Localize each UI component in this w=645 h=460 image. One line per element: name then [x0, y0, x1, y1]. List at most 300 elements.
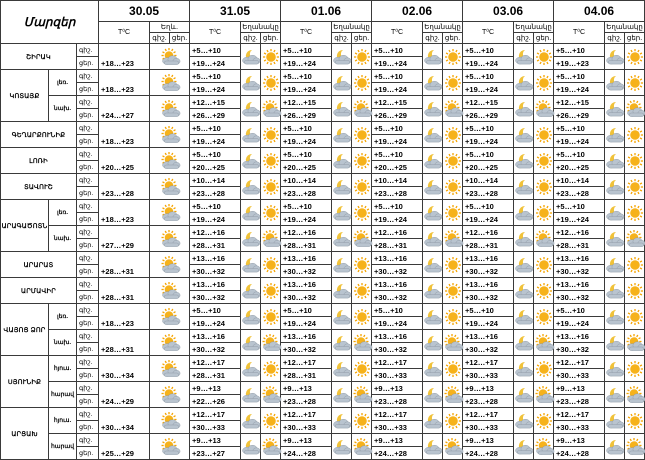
night-temperature: +5…+10 [463, 148, 514, 161]
night-temperature: +12…+17 [281, 408, 332, 421]
partly-cloudy-night-icon [606, 308, 624, 326]
day-temperature: +19…+24 [281, 57, 332, 70]
partly-cloudy-night-icon [605, 96, 625, 122]
night-temperature: +12…+17 [463, 356, 514, 369]
subregion-name: հարավ [49, 382, 77, 408]
sunny-icon [443, 356, 463, 382]
partly-cloudy-icon [150, 200, 190, 226]
table-row [1, 356, 645, 369]
table-row [1, 174, 645, 187]
day-temperature: +19…+24 [190, 83, 241, 96]
sunny-icon [262, 126, 280, 144]
partly-cloudy-night-icon [333, 152, 351, 170]
weather-column-header: Եղանակը [606, 23, 643, 31]
date-header: 30.05 [99, 1, 190, 22]
temp-column-header: T⁰C [372, 22, 423, 44]
partly-cloudy-night-icon [332, 148, 352, 174]
region-name: ԼՈՌԻ [1, 148, 77, 174]
day-temperature: +28…+31 [554, 239, 605, 252]
sunny-icon [261, 356, 281, 382]
day-temperature: +19…+24 [372, 83, 423, 96]
temperature-value: +30…+34 [99, 408, 150, 434]
day-temperature: +30…+32 [463, 265, 514, 278]
temperature-value: +20…+25 [99, 148, 150, 174]
sunny-icon [535, 412, 553, 430]
partly-cloudy-night-icon [514, 278, 534, 304]
night-temperature: +5…+10 [463, 200, 514, 213]
partly-cloudy-night-icon [333, 100, 351, 118]
partly-cloudy-icon [534, 226, 554, 252]
night-temperature: +5…+10 [554, 122, 605, 135]
partly-cloudy-icon [626, 386, 644, 404]
region-name: ԱՐՑԱԽ [1, 408, 49, 460]
sunny-icon [262, 178, 280, 196]
night-temperature: +5…+10 [281, 122, 332, 135]
night-label: գիշ. [77, 70, 99, 83]
partly-cloudy-night-icon [241, 44, 261, 70]
night-temperature: +13…+16 [190, 252, 241, 265]
partly-cloudy-night-icon [423, 44, 443, 70]
partly-cloudy-night-icon [515, 126, 533, 144]
partly-cloudy-night-icon [242, 282, 260, 300]
night-temperature: +5…+10 [372, 122, 423, 135]
partly-cloudy-icon [626, 100, 644, 118]
temperature-value: +24…+29 [99, 382, 150, 408]
day-temperature: +26…+29 [190, 109, 241, 122]
sunny-icon [353, 256, 371, 274]
day-temperature: +19…+24 [463, 135, 514, 148]
sunny-icon [262, 282, 280, 300]
night-temperature: +5…+10 [463, 304, 514, 317]
sunny-icon [535, 204, 553, 222]
night-label: գիշ. [77, 174, 99, 187]
sunny-icon [444, 204, 462, 222]
night-label: գիշ. [77, 408, 99, 421]
partly-cloudy-night-icon [515, 308, 533, 326]
subregion-name: նախ. [49, 330, 77, 356]
partly-cloudy-icon [161, 438, 179, 456]
partly-cloudy-night-icon [241, 330, 261, 356]
partly-cloudy-night-icon [333, 48, 351, 66]
sunny-icon [443, 200, 463, 226]
temperature-value: +23…+28 [99, 174, 150, 200]
sunny-icon [261, 44, 281, 70]
sunny-icon [261, 122, 281, 148]
sunny-icon [443, 174, 463, 200]
partly-cloudy-night-icon [424, 386, 442, 404]
temp-column-header: T⁰C [99, 22, 150, 44]
sunny-icon [353, 126, 371, 144]
partly-cloudy-night-icon [423, 174, 443, 200]
partly-cloudy-night-icon [424, 126, 442, 144]
sunny-icon [625, 122, 645, 148]
weather-column-header: Եղև. [150, 22, 190, 33]
day-label: ցեր. [77, 161, 99, 174]
partly-cloudy-night-icon [606, 48, 624, 66]
region-name: ԱՐԱԳԱԾՈՏՆ [1, 200, 49, 252]
sunny-icon [625, 304, 645, 330]
partly-cloudy-night-icon [606, 178, 624, 196]
partly-cloudy-night-icon [606, 360, 624, 378]
partly-cloudy-icon [262, 100, 280, 118]
day-temperature: +20…+25 [190, 161, 241, 174]
night-temperature: +12…+15 [372, 96, 423, 109]
temperature-value: +18…+23 [99, 122, 150, 148]
sunny-icon [535, 74, 553, 92]
sunny-icon [262, 74, 280, 92]
partly-cloudy-icon [353, 386, 371, 404]
partly-cloudy-icon [150, 70, 190, 96]
partly-cloudy-icon [150, 330, 190, 356]
sunny-icon [626, 308, 644, 326]
sunny-icon [626, 178, 644, 196]
table-row [1, 44, 645, 57]
day-temperature: +19…+24 [372, 135, 423, 148]
sunny-icon [352, 70, 372, 96]
partly-cloudy-night-icon [424, 308, 442, 326]
night-temperature: +5…+10 [372, 44, 423, 57]
night-temperature: +9…+13 [463, 382, 514, 395]
region-name: ԿՈՏԱՅՔ [1, 70, 49, 122]
night-label: գիշ. [77, 278, 99, 291]
sunny-icon [534, 200, 554, 226]
night-label: գիշ. [77, 434, 99, 447]
sunny-icon [625, 356, 645, 382]
day-label: ցեր. [77, 135, 99, 148]
night-temperature: +13…+16 [554, 330, 605, 343]
sunny-icon [625, 200, 645, 226]
night-label: գիշ. [77, 122, 99, 135]
partly-cloudy-night-icon [515, 178, 533, 196]
night-temperature: +5…+10 [463, 44, 514, 57]
sunny-icon [262, 256, 280, 274]
partly-cloudy-night-icon [332, 356, 352, 382]
temperature-value: +27…+29 [99, 226, 150, 252]
night-temperature: +12…+15 [554, 96, 605, 109]
partly-cloudy-night-icon [605, 44, 625, 70]
night-temperature: +5…+10 [190, 200, 241, 213]
partly-cloudy-night-icon [606, 386, 624, 404]
night-temperature: +5…+10 [281, 70, 332, 83]
day-temperature: +19…+24 [190, 213, 241, 226]
day-temperature: +30…+32 [190, 343, 241, 356]
partly-cloudy-night-icon [605, 434, 625, 460]
partly-cloudy-night-icon [605, 382, 625, 408]
day-label: ցեր. [77, 369, 99, 382]
partly-cloudy-icon [534, 382, 554, 408]
partly-cloudy-icon [161, 74, 179, 92]
partly-cloudy-night-icon [241, 148, 261, 174]
sunny-icon [534, 278, 554, 304]
sunny-icon [534, 174, 554, 200]
day-label: ցեր. [77, 343, 99, 356]
partly-cloudy-night-icon [423, 200, 443, 226]
temperature-value: +28…+31 [99, 252, 150, 278]
partly-cloudy-icon [150, 356, 190, 382]
weather-column-header: Եղանակը [424, 23, 461, 31]
partly-cloudy-night-icon [242, 256, 260, 274]
partly-cloudy-icon [625, 434, 645, 460]
day-temperature: +23…+27 [190, 447, 241, 460]
partly-cloudy-night-icon [333, 256, 351, 274]
day-label: ցեր. [77, 57, 99, 70]
partly-cloudy-night-icon [605, 278, 625, 304]
day-label: ցեր. [77, 83, 99, 96]
partly-cloudy-night-icon [606, 412, 624, 430]
day-temperature: +19…+24 [554, 83, 605, 96]
partly-cloudy-icon [150, 382, 190, 408]
day-temperature: +23…+28 [463, 395, 514, 408]
night-label: գիշ. [77, 148, 99, 161]
region-name: ՎԱՅՈՑ ՁՈՐ [1, 304, 49, 356]
day-column-header: ցեր. [170, 33, 190, 44]
subregion-name: նախ. [49, 96, 77, 122]
sunny-icon [352, 174, 372, 200]
partly-cloudy-night-icon [606, 74, 624, 92]
partly-cloudy-night-icon [241, 304, 261, 330]
partly-cloudy-icon [444, 100, 462, 118]
night-temperature: +5…+10 [554, 44, 605, 57]
sunny-icon [261, 200, 281, 226]
sunny-icon [535, 282, 553, 300]
partly-cloudy-night-icon [423, 304, 443, 330]
partly-cloudy-night-icon [242, 334, 260, 352]
partly-cloudy-night-icon [242, 178, 260, 196]
table-row [1, 148, 645, 161]
day-temperature: +28…+31 [190, 239, 241, 252]
subregion-name: լեռ. [49, 200, 77, 226]
day-temperature: +30…+33 [554, 421, 605, 434]
day-temperature: +30…+32 [554, 265, 605, 278]
partly-cloudy-icon [443, 382, 463, 408]
sunny-icon [625, 44, 645, 70]
sunny-icon [443, 122, 463, 148]
partly-cloudy-night-icon [332, 304, 352, 330]
partly-cloudy-icon [161, 48, 179, 66]
sunny-icon [353, 412, 371, 430]
table-row [1, 122, 645, 135]
day-temperature: +19…+24 [554, 213, 605, 226]
partly-cloudy-icon [353, 438, 371, 456]
partly-cloudy-night-icon [514, 226, 534, 252]
partly-cloudy-icon [444, 230, 462, 248]
day-label: ցեր. [77, 447, 99, 460]
table-row [1, 70, 645, 83]
night-temperature: +13…+16 [190, 330, 241, 343]
night-temperature: +12…+15 [463, 96, 514, 109]
day-temperature: +19…+24 [190, 135, 241, 148]
night-column-header: գիշ. [514, 33, 534, 44]
night-temperature: +9…+13 [554, 382, 605, 395]
day-temperature: +19…+24 [281, 317, 332, 330]
partly-cloudy-night-icon [423, 252, 443, 278]
sunny-icon [353, 74, 371, 92]
night-temperature: +12…+15 [190, 96, 241, 109]
night-temperature: +12…+16 [463, 226, 514, 239]
sunny-icon [625, 252, 645, 278]
partly-cloudy-icon [626, 230, 644, 248]
partly-cloudy-night-icon [424, 100, 442, 118]
sunny-icon [443, 278, 463, 304]
partly-cloudy-night-icon [242, 152, 260, 170]
partly-cloudy-night-icon [515, 412, 533, 430]
sunny-icon [444, 74, 462, 92]
temperature-value: +18…+23 [99, 70, 150, 96]
partly-cloudy-icon [625, 96, 645, 122]
table-row [1, 304, 645, 317]
night-temperature: +10…+14 [372, 174, 423, 187]
temperature-value: +18…+23 [99, 44, 150, 70]
night-temperature: +5…+10 [554, 200, 605, 213]
subregion-name: հարավ [49, 434, 77, 460]
sunny-icon [534, 44, 554, 70]
day-temperature: +23…+28 [281, 187, 332, 200]
night-temperature: +10…+14 [190, 174, 241, 187]
night-label: գիշ. [77, 226, 99, 239]
sunny-icon [352, 44, 372, 70]
sunny-icon [444, 360, 462, 378]
day-temperature: +30…+33 [372, 421, 423, 434]
partly-cloudy-icon [535, 100, 553, 118]
day-temperature: +19…+24 [281, 213, 332, 226]
day-temperature: +23…+28 [554, 187, 605, 200]
sunny-icon [352, 252, 372, 278]
night-temperature: +12…+17 [554, 356, 605, 369]
day-temperature: +24…+28 [372, 447, 423, 460]
partly-cloudy-night-icon [605, 304, 625, 330]
partly-cloudy-icon [161, 204, 179, 222]
partly-cloudy-night-icon [242, 360, 260, 378]
partly-cloudy-icon [161, 334, 179, 352]
day-temperature: +19…+24 [463, 57, 514, 70]
temperature-value: +18…+23 [99, 200, 150, 226]
night-temperature: +13…+16 [463, 252, 514, 265]
table-row [1, 200, 645, 213]
night-temperature: +5…+10 [554, 70, 605, 83]
partly-cloudy-night-icon [423, 278, 443, 304]
temp-column-header: T⁰C [281, 22, 332, 44]
day-label: ցեր. [77, 187, 99, 200]
partly-cloudy-night-icon [242, 438, 260, 456]
night-label: գիշ. [77, 382, 99, 395]
partly-cloudy-night-icon [515, 256, 533, 274]
partly-cloudy-night-icon [241, 122, 261, 148]
sunny-icon [626, 256, 644, 274]
sunny-icon [353, 308, 371, 326]
night-temperature: +9…+13 [190, 434, 241, 447]
table-row [1, 382, 645, 395]
day-temperature: +20…+25 [554, 161, 605, 174]
sunny-icon [444, 256, 462, 274]
partly-cloudy-night-icon [605, 330, 625, 356]
temp-column-header: T⁰C [463, 22, 514, 44]
sunny-icon [352, 356, 372, 382]
partly-cloudy-icon [150, 226, 190, 252]
night-column-header: գիշ. [605, 33, 625, 44]
subregion-name: նախ. [49, 226, 77, 252]
sunny-icon [262, 360, 280, 378]
partly-cloudy-icon [352, 226, 372, 252]
partly-cloudy-icon [352, 434, 372, 460]
sunny-icon [626, 282, 644, 300]
subregion-name: լեռ. [49, 70, 77, 96]
day-temperature: +19…+24 [281, 135, 332, 148]
partly-cloudy-night-icon [514, 44, 534, 70]
day-temperature: +23…+28 [554, 395, 605, 408]
partly-cloudy-night-icon [423, 382, 443, 408]
weather-column-header: Եղանակը [515, 23, 552, 31]
night-temperature: +9…+13 [281, 434, 332, 447]
night-temperature: +12…+17 [372, 356, 423, 369]
partly-cloudy-icon [161, 256, 179, 274]
sunny-icon [534, 148, 554, 174]
day-temperature: +19…+24 [463, 317, 514, 330]
night-temperature: +13…+16 [281, 278, 332, 291]
day-temperature: +19…+24 [463, 83, 514, 96]
day-temperature: +23…+28 [372, 187, 423, 200]
partly-cloudy-night-icon [332, 174, 352, 200]
sunny-icon [261, 278, 281, 304]
night-label: գիշ. [77, 200, 99, 213]
partly-cloudy-night-icon [241, 278, 261, 304]
day-temperature: +30…+32 [372, 265, 423, 278]
day-column-header: ցեր. [625, 33, 645, 44]
partly-cloudy-icon [625, 226, 645, 252]
night-temperature: +10…+14 [281, 174, 332, 187]
day-temperature: +30…+32 [554, 291, 605, 304]
night-label: գիշ. [77, 252, 99, 265]
partly-cloudy-night-icon [333, 230, 351, 248]
partly-cloudy-night-icon [332, 330, 352, 356]
day-label: ցեր. [77, 395, 99, 408]
sunny-icon [352, 148, 372, 174]
night-temperature: +13…+16 [281, 330, 332, 343]
partly-cloudy-icon [443, 226, 463, 252]
day-temperature: +26…+29 [554, 109, 605, 122]
partly-cloudy-night-icon [605, 200, 625, 226]
night-temperature: +5…+10 [281, 200, 332, 213]
sunny-icon [352, 200, 372, 226]
region-name: ՏԱՎՈՒՇ [1, 174, 77, 200]
partly-cloudy-night-icon [605, 252, 625, 278]
partly-cloudy-icon [444, 438, 462, 456]
sunny-icon [534, 408, 554, 434]
sunny-icon [444, 308, 462, 326]
partly-cloudy-icon [161, 152, 179, 170]
table-row [1, 96, 645, 109]
partly-cloudy-icon [161, 386, 179, 404]
sunny-icon [535, 126, 553, 144]
partly-cloudy-icon [353, 334, 371, 352]
sunny-icon [261, 148, 281, 174]
partly-cloudy-night-icon [514, 304, 534, 330]
sunny-icon [444, 282, 462, 300]
partly-cloudy-icon [262, 438, 280, 456]
partly-cloudy-night-icon [424, 48, 442, 66]
sunny-icon [353, 48, 371, 66]
day-column-header: ցեր. [261, 33, 281, 44]
day-temperature: +19…+24 [281, 83, 332, 96]
sunny-icon [443, 148, 463, 174]
sunny-icon [626, 126, 644, 144]
day-label: ցեր. [77, 109, 99, 122]
partly-cloudy-night-icon [333, 308, 351, 326]
day-temperature: +30…+32 [281, 343, 332, 356]
sunny-icon [625, 278, 645, 304]
partly-cloudy-night-icon [332, 408, 352, 434]
partly-cloudy-night-icon [424, 152, 442, 170]
partly-cloudy-icon [261, 382, 281, 408]
